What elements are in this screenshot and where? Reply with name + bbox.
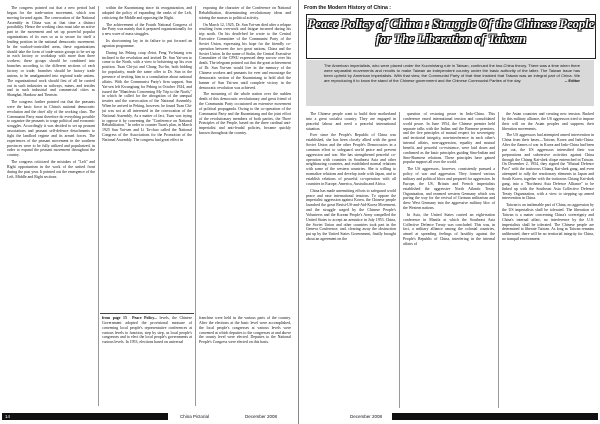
right-column-1 [306,112,396,408]
paragraph: In Asia, the United States carried an eight-nation conference in Manila at which the Southeast Asia Collective Defence Treaty was concluded. This was, in fact, a military alliance among the colonial countries, aimed at spreading feelings of hostility against the People's Republic of China, interfering in the internal affairs of [403,212,495,246]
left-column-3 [199,6,291,311]
paragraph: The mourning of the whole nation over the sudden death of this democratic revolutionary and great friend of the Communist Party occasioned an extensive movement of political propaganda. Owing to the co-operation of the Communist Party and the Kuomintang and the joint effort of the revolutionary members of both parties, the Three Principles of the People, based on the three cardinal anti-imperialist and anti-feudal policies, became quickly known throughout the country. [199,92,291,136]
paragraph: The Chinese people want to build their motherland into a great socialist country. They are engaged in peaceful labour and need a peaceful international situation. [306,112,396,131]
footer-bar-right [392,413,598,420]
paragraph: Its shortcoming lay in its failure to put forward an agrarian programme. [102,39,192,48]
continued-text: levels, the Chinese Government adopted the provisional measure of convening local people's representative conferences at various levels to function, step by step, as local people's congresses and to elect the local people's governments at various levels. In 1953, elections based on universal [102,316,192,345]
left-page [0,0,299,424]
paragraph: exposing the character of the Conference on National Rehabilitation, disseminating revolutionary ideas and stirring the masses to political activity. [199,6,291,20]
title-box [306,14,596,59]
left-column-3-bottom [199,316,291,406]
column-divider [498,112,499,408]
footer-date-left: December 2008 [245,414,278,419]
footer-bar-left [2,413,168,420]
paragraph: During his Peking coup d'etat, Feng Yu-hsiang was inclined to the revolution and invited Dr. Sun Yat-sen to come to the North, with a view to bolstering up his own position. Tuan Chi-jui and Chang Tso-lin, both bidding for popularity, made the same offer to Dr. Sun in the presence of inviting him to a consultation about national affairs. With the Communist Party's firm support, Sun Yat-sen left Kwangtung for Peking in October 1924, and issued the "Manifesto Concerning My Trip to the North," in which he called for the abrogation of the unequal treaties and the convocation of the National Assembly. When he arrived in Peking, however, he found Tuan Chi-jui was not at all interested in the convocation of the National Assembly. As a matter of fact, Tuan was trying to oppose it by convening the "Conference on National Rehabilitation." In order to counter Tuan's plan, in March 1925 Sun Yat-sen and Li Ta-chao called the National Congress of the Associations for the Promotion of the National Assembly. The congress had great effect in [102,50,192,142]
column-divider [399,112,400,408]
paragraph: On March 12, 1925, Dr. Sun Yat-sen died after a relapse resulting from overwork and fatigue incurred during his trip north. On his death-bed he wrote to the Central Executive Committee of the Communist Party of the Soviet Union, expressing his hope for the friendly co-operation between the two great nations, China and the Soviet Union. In the name of Stalin, the Central Executive Committee of the CPSU expressed deep sorrow over his death. The telegram pointed out that the great achievement of Dr. Sun Yat-sen would live in the memory of the Chinese workers and peasants for ever and encourage the democratic section of the Kuomintang to hold aloft the banner of Sun Yat-sen until complete victory in the democratic revolution was achieved. [199,22,291,90]
intro-paragraph: The American imperialists, who were placed under the Kuomintang rule in Taiwan, continued the two-China theory. There was a time when there were separatist movements and revolts to make Taiwan an independent country under the basic authority of the latter. The Taiwan issue has been upheld by American imperialists. With that view, the Communist Party of that time insisted that Taiwan was an integral part of China. We are reproducing it to know the stand of the Chinese government and the Chinese Communist Parties of the day. [324,63,580,83]
paragraph: The congress pointed out that a new period had begun for the trade-union movement, which was moving forward again. The convocation of the National Assembly in China was at that time a distinct possibility. Hence the working class must take an active part in the movement and set up powerful popular organizations of its own so as to secure for itself a leading position in the national democratic movement. In the warlord-controlled areas, these organizations should take the form of trade-union groups to be set up in each factory or workshop with more than three workers; these groups should be combined into branches according to the different sections of each factory or trade; branches should be factory trade unions, to be amalgamated into regional trade unions. The organizational work should first of all be carried out in such industries as railways, mines, and textiles and in such industrial and commercial cities as Shanghai, Hankow and Tientsin. [7,6,95,98]
paragraph: The US aggressors, however, consistently pursued a policy of war and aggression. They formed various military and political blocs and prepared for aggression. In Europe, the US, Britain and French imperialists established the aggressive North Atlantic Treaty Organization, and rearmed western Germany which was paving the way for the revival of German militarism and drew West Germany into the aggressive military bloc of the Western nations. [403,167,495,211]
footer-magazine-name: China Pictorial [180,414,210,419]
paragraph: within the Kuomintang since its reorganization, and adopted the policy of expanding the ranks of the Left, criticizing the Middle and opposing the Right. [102,6,192,20]
paragraph: Taiwan is an inalienable part of China, no aggression by the US imperialists shall be tolerated. The liberation of Taiwan is a matter concerning China's sovereignty and China's internal affair; no interference by the U.S. imperialists shall be tolerated. The Chinese people are determined to liberate Taiwan. As long as Taiwan remains unliberated, there will be no territorial integrity for China, no tranquil environment [502,203,594,242]
article-title: Peace Policy of China : Struggle Of the Chinese People for The Liberation of Taiwan [307,17,595,46]
paragraph: The congress further pointed out that the peasants were the basic force in China's national democratic revolution and the chief ally of the working class. The Communist Party must therefore do everything possible to organize the peasants to wage political and economic struggles. Accordingly it was decided to set up peasant associations and peasant self-defence detachments to fight the landlord regime and its armed forces. The experiences of the peasant movement in the southern provinces were to be fully utilized and popularized, in order to expand the peasant movement throughout the country. [7,100,95,158]
column-divider [195,6,196,406]
continued-title: Peace Policy... [132,316,157,320]
paragraph: The US aggressors had attempted armed intervention in China from their bases—Taiwan, Korea and Indo-China. After the flames of war in Korea and Indo-China had been put out, the US aggressors intensified their war preparations and subversive activities against China through the Chiang Kai-shek clique entrenched in Taiwan. On December 2, 1954, they signed the "Mutual Defence Pact" with the traitorous Chiang Kai-shek gang, and even attempted to rally the reactionary elements in Japan and South Korea, together with the traitorous Chiang Kai-shek gang, into a "Northeast Asia Defence Alliance" to be linked up with the Southeast Asia Collective Defence Treaty Organization, with a view to stepping up armed intervention in China. [502,133,594,201]
right-column-2 [403,112,495,408]
intro-box [306,60,594,106]
box-rule [100,313,194,314]
right-column-3 [502,112,594,408]
paragraph: franchise were held in the various parts of the country. After the elections at the basic level were accomplished, the local people's congresses at various levels were convened at which deputies to the congresses at and above the county level were elected. Deputies to the National People's Congress were elected on this basis. [199,316,291,345]
paragraph: Ever since the People's Republic of China was established, she has been closely allied with the great Soviet Union and the other People's Democracies in a common effort to safeguard world peace and prevent aggression and war. She has strengthened peaceful co-operation with countries in Southeast Asia and other neighbouring countries, and established normal relations with some of the western countries. She is willing to normalize relations and develop trade with Japan, and to establish relations of peaceful co-operation with all countries in Europe, America, Australia and Africa. [306,133,396,186]
paragraph: The achievement of the Fourth National Congress of the Party was mainly that it prepared organizationally for a new wave of mass struggles. [102,22,192,37]
from-page-label: from page 15 [102,316,127,320]
paragraph: The congress criticized the mistakes of "Left" and Right opportunism in the work of the united front during the past year. It pointed out the emergence of the Left, Middle and Right sections [7,160,95,179]
paragraph: question of restoring peace in Indo-China. This conference eased international tension and consolidated world peace. In June 1954, the Chinese premier held separate talks with the Indian and the Burmese premiers, and the five principles of mutual respect for sovereignty and territorial integrity, non-interference in each other's internal affairs, non-aggression, equality and mutual benefit, and peaceful co-existence, were laid down and confirmed as the basic principles guiding Sino-Indian and Sino-Burmese relations. These principles have gained popular support all over the world. [403,112,495,165]
editor-signature: -- Editor [564,78,580,83]
paragraph: China has made unremitting efforts to safeguard world peace and ease international tensions. To oppose the imperialist aggression against Korea, the Chinese people launched the great Resist-US-and-Aid-Korea Movement, and the struggle waged by the Chinese People's Volunteers and the Korean People's Army compelled the United States to accept an armistice in July 1953. China, the Soviet Union and other countries took part in the Geneva Conference, and, clearing away the obstruction put up by the United States Government, finally brought about an agreement on the [306,188,396,242]
continued-paragraph [102,316,192,345]
left-column-2 [102,6,192,311]
continued-box [102,316,192,406]
paragraph: the Asian countries and creating new tension. Backed by this military alliance, the US aggressors tried to impose their will on the Asian peoples and suppress their liberation movements. [502,112,594,131]
section-label: From the Modern History of China : [304,5,392,11]
footer-date-right: December 2008 [350,414,383,419]
column-divider [98,6,99,406]
intro-text [324,63,580,83]
left-column-1 [7,6,95,406]
page-number: 14 [5,414,11,419]
